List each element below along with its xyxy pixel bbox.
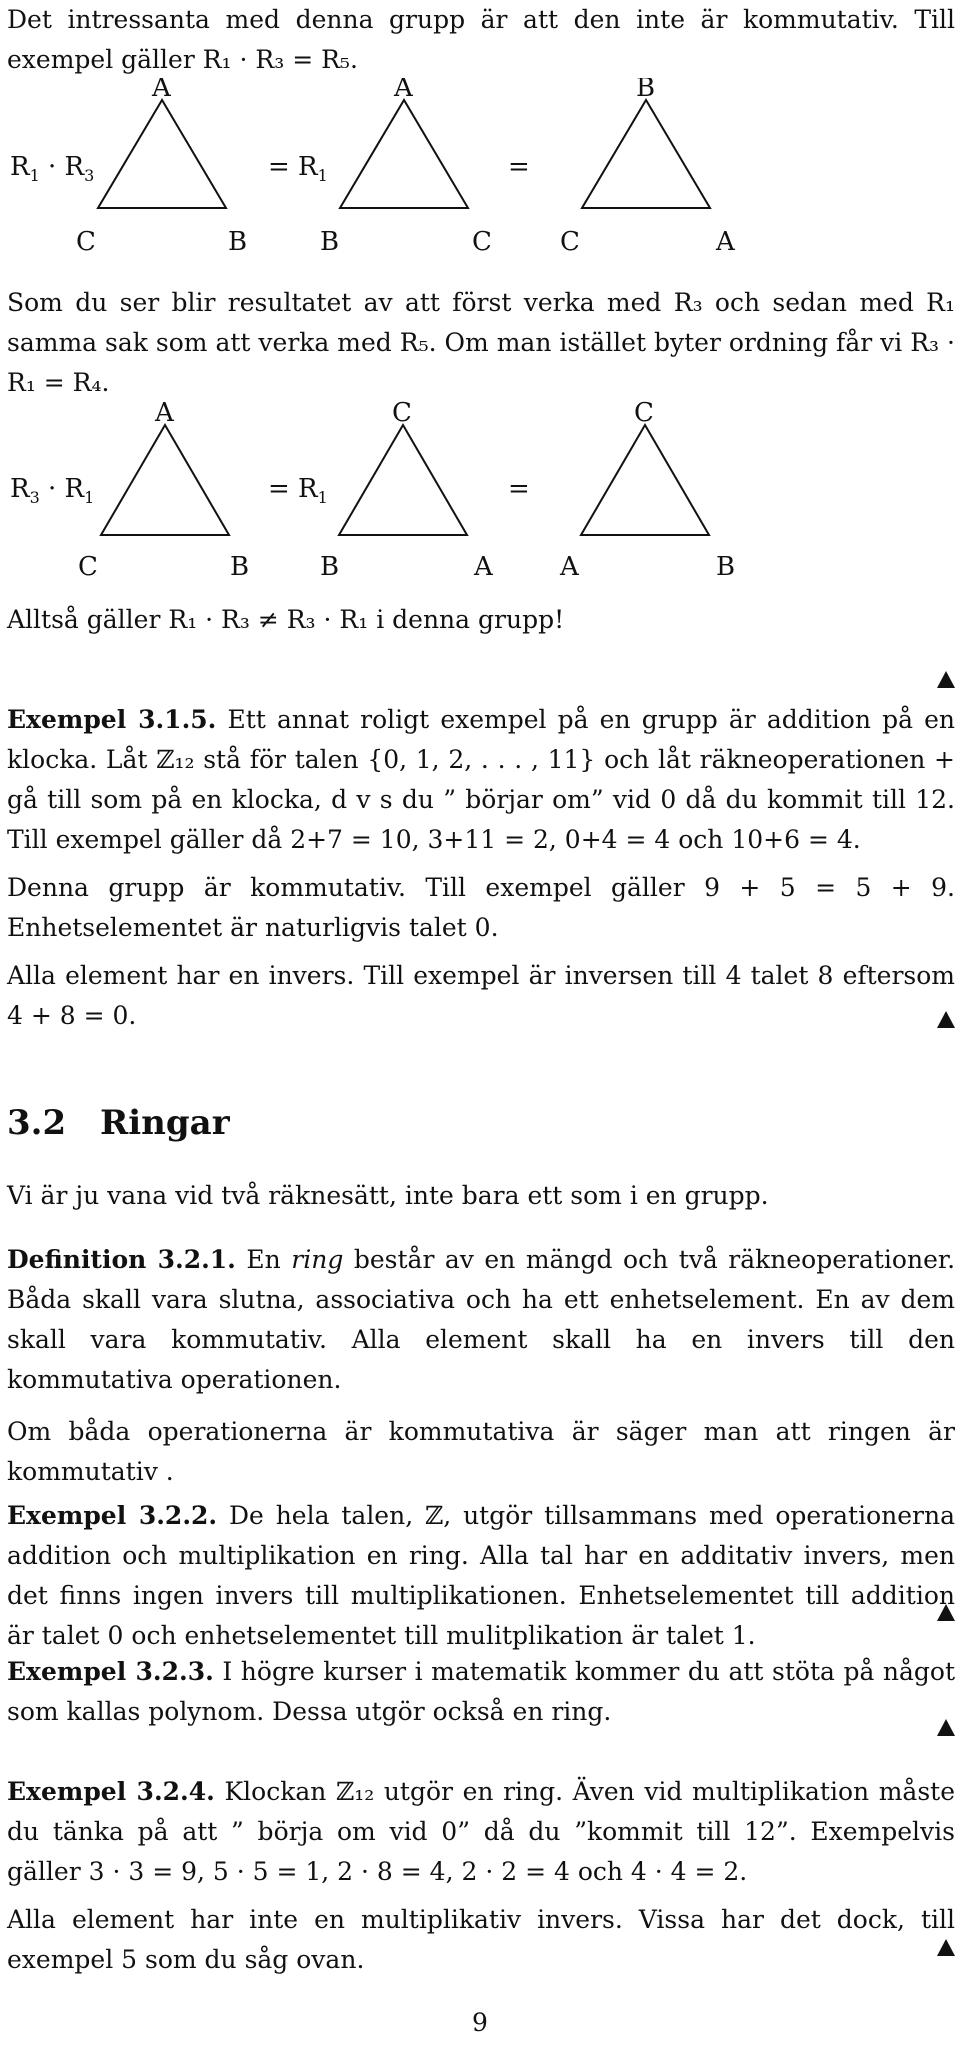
fig1-t3-right: A [716, 227, 735, 257]
fig1-t2-left: B [320, 227, 340, 257]
fig2-t2-top: C [392, 398, 412, 428]
fig1-t1-right: B [228, 227, 248, 257]
fig2-expr: $R_3 \cdot R_1$ [10, 474, 95, 507]
ex315-para1 [7, 700, 955, 860]
triangle-6 [581, 425, 709, 535]
ex323-para [7, 1652, 955, 1732]
example-3-1-5 [7, 700, 955, 1036]
def321-term: ring [291, 1245, 344, 1274]
conclusion-paragraph [7, 600, 955, 640]
fig2-t2-left: B [320, 552, 340, 582]
ex322-label: Exempel 3.2.2. [7, 1501, 218, 1530]
page-number: 9 [472, 2008, 488, 2037]
end-of-example-marker [937, 1604, 955, 1621]
def321-pre: En [246, 1245, 281, 1274]
ex315-text1: Ett annat roligt exempel på en grupp är addition på en klocka. Låt ℤ₁₂ stå för talen {0, 1, 2, . . . , 11} och låt räkneoperationen + gå till som på en klocka, d v s du ” börjar om” vid 0 då du kommit till 12. Till exempel gäller då 2+7 = 10, 3+11 = 2, 0+4 = 4 och 10+6 = 4. [7, 705, 956, 854]
ex315-text3: Alla element har en invers. Till exempel är inversen till 4 talet 8 eftersom 4 + 8 = 0. [7, 961, 955, 1030]
triangle-1 [98, 100, 226, 208]
intro-text: Det intressanta med denna grupp är att den inte är kommutativ. Till exempel gäller R₁ · R₃ = R₅. [7, 5, 955, 74]
ex322-text: De hela talen, ℤ, utgör tillsammans med operationerna addition och multiplikation en ring. Alla tal har en additativ invers, men det finns ingen invers till multiplikationen. Enhetselementet till addition är talet 0 och enhetselementet till mulitplikation är talet 1. [7, 1501, 956, 1650]
fig2-t3-right: B [716, 552, 736, 582]
section-number: 3.2 [7, 1103, 67, 1143]
fig2-eq2: = [508, 474, 530, 504]
fig2-t1-top: A [155, 398, 174, 428]
conclusion-text: Alltså gäller R₁ · R₃ ≠ R₃ · R₁ i denna grupp! [7, 605, 565, 634]
ex324-text2: Alla element har inte en multiplikativ invers. Vissa har det dock, till exempel 5 som du såg ovan. [7, 1905, 955, 1974]
triangle-3 [582, 100, 710, 208]
fig2-t1-left: C [78, 552, 98, 582]
fig2-t2-right: A [474, 552, 493, 582]
figure-r1-r3 [0, 78, 960, 268]
example-3-2-4 [7, 1772, 955, 1980]
triangle-5 [339, 425, 467, 535]
triangle-4 [101, 425, 229, 535]
example-3-2-3 [7, 1652, 955, 1732]
section-intro [7, 1176, 955, 1216]
fig2-eq1: = $R_1$ [268, 474, 328, 507]
ex315-text2: Denna grupp är kommutativ. Till exempel gäller 9 + 5 = 5 + 9. Enhetselementet är naturligvis talet 0. [7, 873, 955, 942]
paragraph-after-fig1 [7, 283, 955, 403]
fig1-eq2: = [508, 152, 530, 182]
definition-3-2-1 [7, 1240, 955, 1492]
def321-post: består av en mängd och två räkneoperationer. Båda skall vara slutna, associativa och ha ett enhetselement. En av dem skall vara kommutativ. Alla element skall ha en invers till den kommutativa operationen. [7, 1245, 956, 1394]
triangle-2 [340, 100, 468, 208]
fig1-expr: $R_1 \cdot R_3$ [10, 152, 95, 185]
fig1-t1-top: A [152, 78, 171, 103]
section-intro-text: Vi är ju vana vid två räknesätt, inte bara ett som i en grupp. [7, 1181, 769, 1210]
end-of-example-marker [937, 1719, 955, 1736]
fig2-t1-right: B [230, 552, 250, 582]
intro-paragraph [7, 0, 955, 80]
para-after-fig1-text: Som du ser blir resultatet av att först verka med R₃ och sedan med R₁ samma sak som att verka med R₅. Om man istället byter ordning får vi R₃ · R₁ = R₄. [7, 288, 955, 397]
end-of-proof-marker [937, 671, 955, 688]
end-of-example-marker [937, 1939, 955, 1956]
figure-r3-r1 [0, 395, 960, 585]
fig1-t1-left: C [76, 227, 96, 257]
fig1-eq1: = $R_1$ [268, 152, 328, 185]
fig1-t2-top: A [394, 78, 413, 103]
ex322-para [7, 1496, 955, 1656]
end-of-example-marker [937, 1011, 955, 1028]
section-title: Ringar [100, 1103, 230, 1143]
fig1-t3-top: B [636, 78, 656, 103]
fig2-t3-top: C [634, 398, 654, 428]
ex324-para1 [7, 1772, 955, 1892]
fig2-t3-left: A [560, 552, 579, 582]
ex315-label: Exempel 3.1.5. [7, 705, 217, 734]
ex323-label: Exempel 3.2.3. [7, 1657, 214, 1686]
fig1-t2-right: C [472, 227, 492, 257]
def321-para [7, 1240, 955, 1400]
def321-label: Definition 3.2.1. [7, 1245, 236, 1274]
def-note: Om båda operationerna är kommutativa är säger man att ringen är kommutativ . [7, 1417, 955, 1486]
ex324-label: Exempel 3.2.4. [7, 1777, 215, 1806]
fig1-t3-left: C [560, 227, 580, 257]
ex323-text: I högre kurser i matematik kommer du att stöta på något som kallas polynom. Dessa utgör också en ring. [7, 1657, 956, 1726]
figure1-svg [0, 78, 960, 268]
section-heading [7, 1103, 230, 1143]
example-3-2-2 [7, 1496, 955, 1656]
ex324-text1: Klockan ℤ₁₂ utgör en ring. Även vid multiplikation måste du tänka på att ” börja om vid 0” då du ”kommit till 12”. Exempelvis gäller 3 · 3 = 9, 5 · 5 = 1, 2 · 8 = 4, 2 · 2 = 4 och 4 · 4 = 2. [7, 1777, 956, 1886]
figure2-svg [0, 395, 960, 585]
